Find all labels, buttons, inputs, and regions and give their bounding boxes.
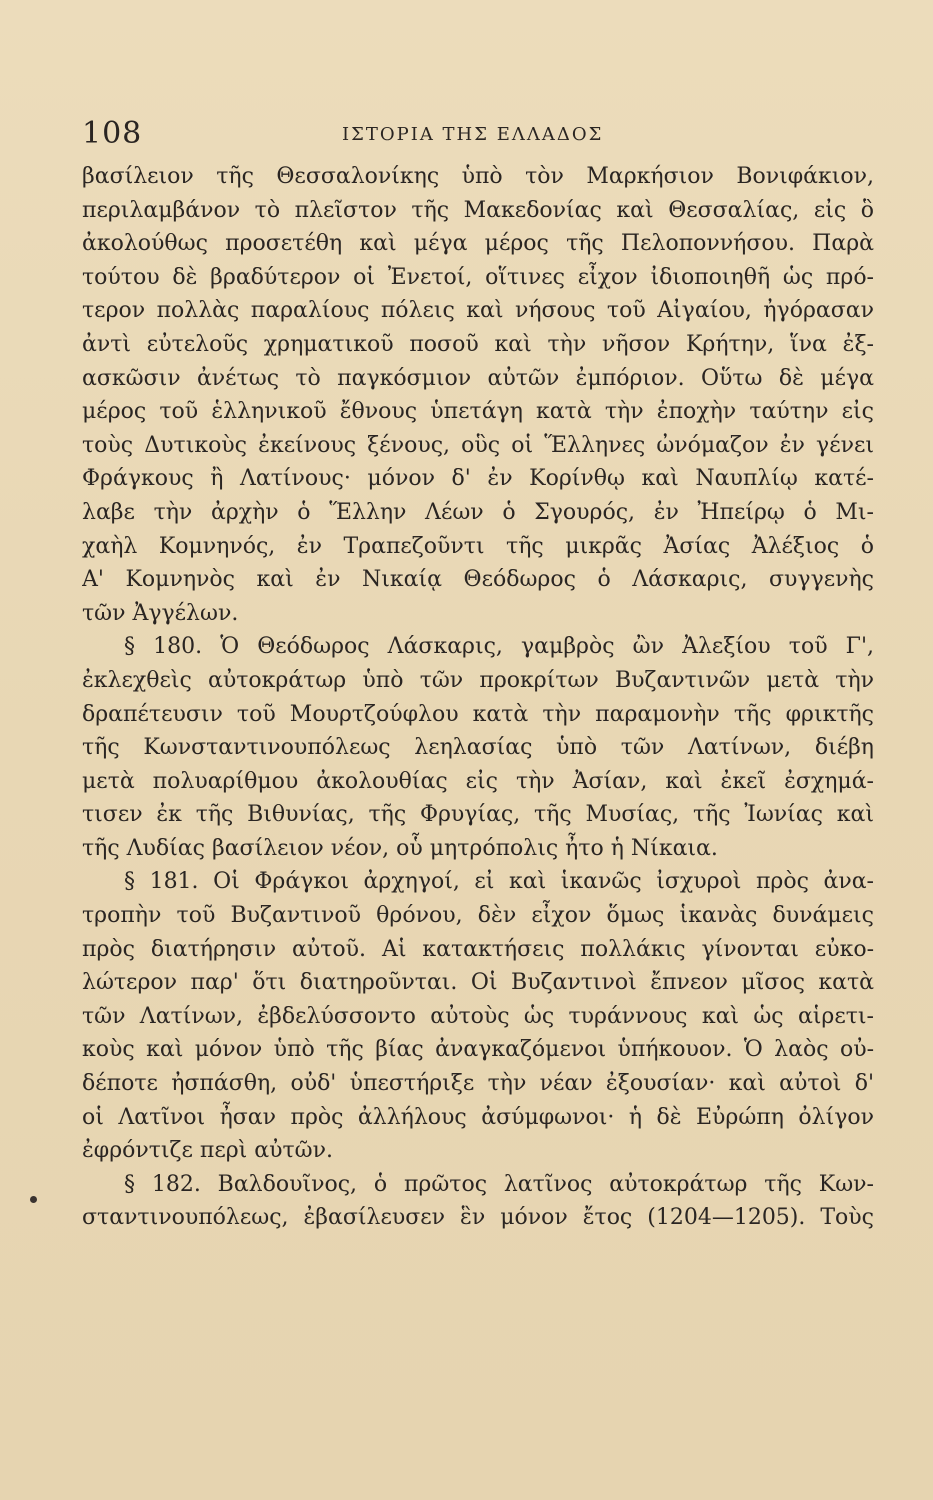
text-line: μετὰ πολυαρίθμου ἀκολουθίας εἰς τὴν Ἀσίαν, καὶ ἐκεῖ ἐσχημά- [82,768,874,794]
text-line: χαὴλ Κομνηνός, ἐν Τραπεζοῦντι τῆς μικρᾶς Ἀσίας Ἀλέξιος ὁ [82,533,874,559]
text-line: δραπέτευσιν τοῦ Μουρτζούφλου κατὰ τὴν παραμονὴν τῆς φρικτῆς [82,701,874,727]
text-line: ασκῶσιν ἀνέτως τὸ παγκόσμιον αὐτῶν ἐμπόριον. Οὕτω δὲ μέγα [82,365,874,391]
text-line: δέποτε ἠσπάσθη, οὐδ' ὑπεστήριξε τὴν νέαν ἐξουσίαν· καὶ αὐτοὶ δ' [82,1071,874,1097]
text-line: τῆς Κωνσταντινουπόλεως λεηλασίας ὑπὸ τῶν Λατίνων, διέβη [82,735,874,761]
text-line: τισεν ἐκ τῆς Βιθυνίας, τῆς Φρυγίας, τῆς Μυσίας, τῆς Ἰωνίας καὶ [82,802,874,828]
text-line: λαβε τὴν ἀρχὴν ὁ Ἕλλην Λέων ὁ Σγουρός, ἐν Ἠπείρῳ ὁ Μι- [82,499,874,525]
text-line: Α' Κομνηνὸς καὶ ἐν Νικαίᾳ Θεόδωρος ὁ Λάσκαρις, συγγενὴς [82,567,874,593]
text-line: τούτου δὲ βραδύτερον οἱ Ἐνετοί, οἵτινες εἶχον ἰδιοποιηθῆ ὡς πρό- [82,264,874,290]
text-line: τοὺς Δυτικοὺς ἐκείνους ξένους, οὓς οἱ Ἕλληνες ὠνόμαζον ἐν γένει [82,432,874,458]
text-line: ἐφρόντιζε περὶ αὐτῶν. [82,1138,333,1164]
text-line: Φράγκους ἢ Λατίνους· μόνον δ' ἐν Κορίνθῳ καὶ Ναυπλίῳ κατέ- [82,466,874,492]
text-line: κοὺς καὶ μόνον ὑπὸ τῆς βίας ἀναγκαζόμενοι ὑπήκουον. Ὁ λαὸς οὐ- [82,1037,874,1063]
text-line: περιλαμβάνον τὸ πλεῖστον τῆς Μακεδονίας καὶ Θεσσαλίας, εἰς ὃ [82,197,874,223]
text-line: βασίλειον τῆς Θεσσαλονίκης ὑπὸ τὸν Μαρκήσιον Βονιφάκιον, [82,164,874,189]
text-line: μέρος τοῦ ἑλληνικοῦ ἔθνους ὑπετάγη κατὰ τὴν ἐποχὴν ταύτην εἰς [82,399,874,425]
section-180-start: § 180. Ὁ Θεόδωρος Λάσκαρις, γαμβρὸς ὢν Ἀλεξίου τοῦ Γ', [124,634,874,660]
running-title: ΙΣΤΟΡΙΑ ΤΗΣ ΕΛΛΑΔΟΣ [342,124,604,145]
text-line: τῶν Ἀγγέλων. [82,600,239,626]
page-header [82,116,872,156]
text-line: λώτερον παρ' ὅτι διατηροῦνται. Οἱ Βυζαντινοὶ ἔπνεον μῖσος κατὰ [82,970,874,996]
section-181-start: § 181. Οἱ Φράγκοι ἀρχηγοί, εἰ καὶ ἱκανῶς ἰσχυροὶ πρὸς ἀνα- [124,869,874,895]
text-line: τροπὴν τοῦ Βυζαντινοῦ θρόνου, δὲν εἶχον ὅμως ἱκανὰς δυνάμεις [82,903,874,929]
text-line: τῶν Λατίνων, ἐβδελύσσοντο αὐτοὺς ὡς τυράννους καὶ ὡς αἱρετι- [82,1003,874,1029]
text-line: ἐκλεχθεὶς αὐτοκράτωρ ὑπὸ τῶν προκρίτων Βυζαντινῶν μετὰ τὴν [82,667,874,693]
text-line: οἱ Λατῖνοι ἦσαν πρὸς ἀλλήλους ἀσύμφωνοι· ἡ δὲ Εὐρώπη ὀλίγον [82,1104,874,1130]
text-line: σταντινουπόλεως, ἐβασίλευσεν ἓν μόνον ἔτος (1204—1205). Τοὺς [82,1205,874,1231]
text-line: τερον πολλὰς παραλίους πόλεις καὶ νήσους τοῦ Αἰγαίου, ἠγόρασαν [82,298,874,324]
text-line: πρὸς διατήρησιν αὐτοῦ. Αἱ κατακτήσεις πολλάκις γίνονται εὐκο- [82,936,874,962]
page-number: 108 [82,116,143,151]
text-line: ἀκολούθως προσετέθη καὶ μέγα μέρος τῆς Πελοποννήσου. Παρὰ [82,231,874,257]
ink-dot [30,1196,37,1203]
text-line: τῆς Λυδίας βασίλειον νέον, οὗ μητρόπολις ἦτο ἡ Νίκαια. [82,835,718,861]
body-text [82,160,874,1235]
section-182-start: § 182. Βαλδουῖνος, ὁ πρῶτος λατῖνος αὐτοκράτωρ τῆς Κων- [124,1171,874,1197]
text-line: ἀντὶ εὐτελοῦς χρηματικοῦ ποσοῦ καὶ τὴν νῆσον Κρήτην, ἵνα ἐξ- [82,331,874,357]
